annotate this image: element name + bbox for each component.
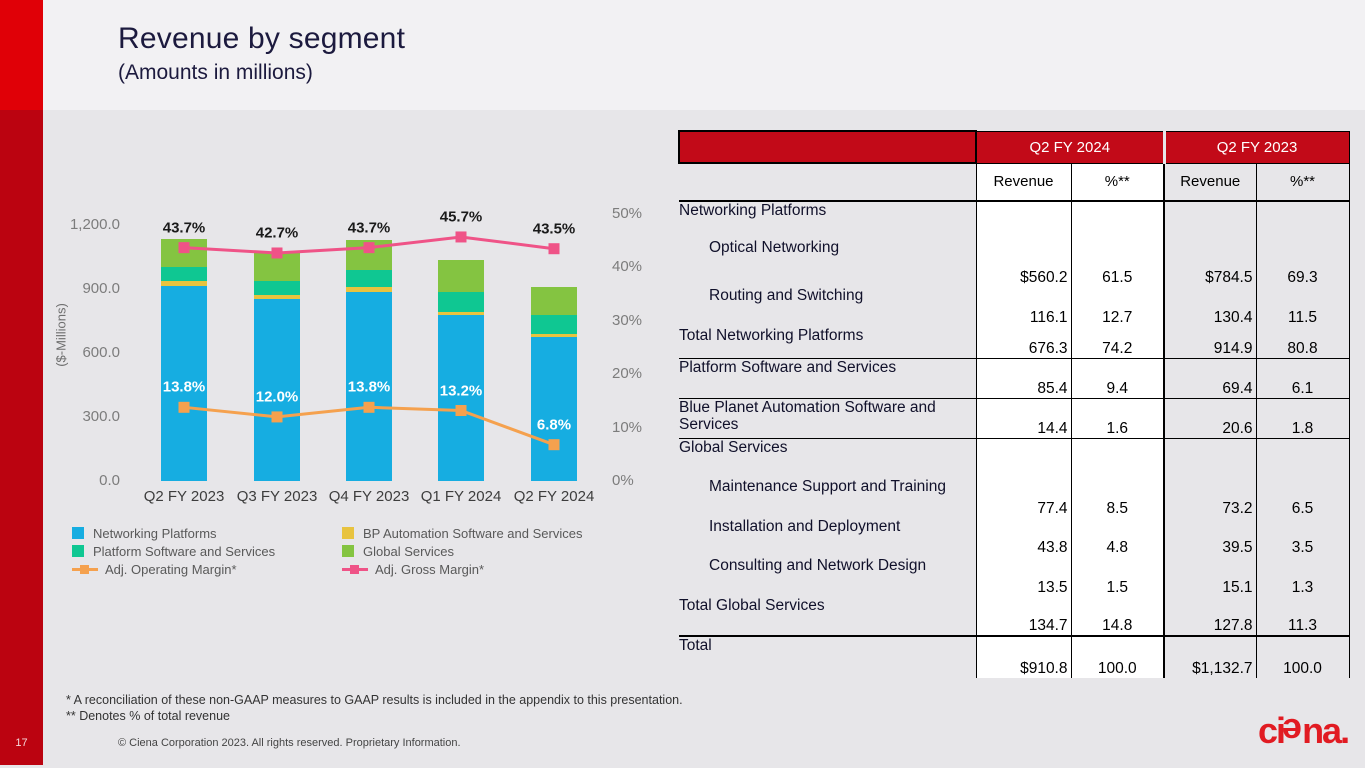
y-axis-tick: 0.0 [99, 472, 120, 489]
legend-square-swatch [72, 545, 84, 557]
table-row [679, 327, 1349, 358]
margin-data-label: 43.5% [532, 220, 576, 238]
page-number: 17 [15, 737, 28, 749]
table-corner-cell [679, 131, 976, 163]
page-title: Revenue by segment [118, 22, 406, 55]
x-axis-label: Q2 FY 2023 [143, 488, 225, 505]
row-label: Routing and Switching [709, 287, 864, 304]
row-value: $1,132.7 [1164, 636, 1256, 678]
row-value: 100.0 [1256, 636, 1349, 678]
legend-column [72, 524, 275, 578]
row-value: 43.8 [976, 518, 1071, 557]
row-value [1164, 438, 1256, 478]
legend-square-swatch [342, 527, 354, 539]
row-value: 116.1 [976, 287, 1071, 327]
legend-column [342, 524, 582, 578]
row-value [1071, 201, 1164, 239]
row-value: 14.4 [976, 398, 1071, 438]
row-value: 1.6 [1071, 398, 1164, 438]
row-value: 4.8 [1071, 518, 1164, 557]
x-axis-label: Q3 FY 2023 [236, 488, 318, 505]
legend-line-swatch [342, 563, 368, 575]
row-value [976, 201, 1071, 239]
table-row [679, 557, 1349, 597]
row-value: 8.5 [1071, 478, 1164, 518]
row-label: Total [679, 637, 712, 654]
row-value: 77.4 [976, 478, 1071, 518]
legend-label: Networking Platforms [93, 525, 217, 541]
legend-item [72, 542, 275, 560]
table-row [679, 478, 1349, 518]
legend-label: BP Automation Software and Services [363, 525, 583, 541]
table-row [679, 636, 1349, 678]
margin-lines [0, 0, 680, 520]
row-label: Total Global Services [679, 597, 976, 636]
row-value: 12.7 [1071, 287, 1164, 327]
table-row [679, 239, 1349, 287]
row-label: Consulting and Network Design [709, 557, 927, 574]
y-axis-title: ($-Millions) [53, 303, 69, 367]
x-axis-label: Q1 FY 2024 [420, 488, 502, 505]
row-value: 85.4 [976, 358, 1071, 398]
row-label: Global Services [679, 438, 788, 456]
table-subheader: %** [1256, 163, 1349, 201]
row-label: Blue Planet Automation Software and Services [679, 398, 976, 438]
row-value: 15.1 [1164, 557, 1256, 597]
legend-label: Adj. Gross Margin* [375, 561, 485, 577]
legend-item [72, 560, 275, 578]
y-axis-tick: 1,200.0 [69, 216, 120, 233]
row-value: 61.5 [1071, 239, 1164, 287]
table-group-header: Q2 FY 2024 [976, 131, 1164, 163]
legend-label: Adj. Operating Margin* [105, 561, 237, 577]
legend-label: Global Services [363, 543, 455, 559]
margin-data-label: 43.7% [347, 219, 391, 237]
row-value [1256, 438, 1349, 478]
page-subtitle: (Amounts in millions) [118, 61, 313, 84]
row-value: $560.2 [976, 239, 1071, 287]
row-label: Networking Platforms [679, 202, 827, 219]
margin-data-label: 13.8% [347, 378, 391, 396]
row-value: 676.3 [976, 327, 1071, 358]
secondary-axis-tick: 20% [612, 365, 643, 383]
secondary-axis-tick: 0% [612, 472, 634, 489]
row-label: Installation and Deployment [709, 518, 901, 535]
row-value: 100.0 [1071, 636, 1164, 678]
table-subheader: %** [1071, 163, 1164, 201]
margin-data-label: 12.0% [255, 388, 299, 406]
row-label: Optical Networking [709, 239, 840, 256]
row-label: Maintenance Support and Training [709, 478, 946, 495]
row-value: 69.4 [1164, 358, 1256, 398]
row-value: 20.6 [1164, 398, 1256, 438]
row-value [1071, 438, 1164, 478]
table-group-header: Q2 FY 2023 [1164, 131, 1349, 163]
table-row [679, 597, 1349, 636]
legend-square-swatch [72, 527, 84, 539]
legend-line-swatch [72, 563, 98, 575]
row-value: 130.4 [1164, 287, 1256, 327]
row-value: 80.8 [1256, 327, 1349, 358]
row-value: 69.3 [1256, 239, 1349, 287]
row-value: $784.5 [1164, 239, 1256, 287]
revenue-table [678, 130, 1350, 678]
row-value: 1.5 [1071, 557, 1164, 597]
x-axis-label: Q2 FY 2024 [513, 488, 595, 505]
row-value: 13.5 [976, 557, 1071, 597]
table-row [679, 287, 1349, 327]
row-value: $910.8 [976, 636, 1071, 678]
legend-square-swatch [342, 545, 354, 557]
row-value: 3.5 [1256, 518, 1349, 557]
legend-item [72, 524, 275, 542]
row-value: 6.1 [1256, 358, 1349, 398]
row-value: 127.8 [1164, 597, 1256, 636]
row-value: 73.2 [1164, 478, 1256, 518]
margin-data-label: 45.7% [439, 208, 483, 226]
row-label: Total Networking Platforms [679, 327, 976, 358]
copyright-text: © Ciena Corporation 2023. All rights reserved. Proprietary Information. [118, 737, 461, 749]
footnote-gaap: * A reconciliation of these non-GAAP measures to GAAP results is included in the appendix to this presentation. [66, 693, 683, 707]
row-value: 6.5 [1256, 478, 1349, 518]
table-row [679, 358, 1349, 398]
revenue-table-wrap [678, 130, 1348, 678]
margin-data-label: 42.7% [255, 224, 299, 242]
ciena-logo: ciena. [1258, 710, 1349, 752]
table-subheader: Revenue [976, 163, 1071, 201]
secondary-axis-tick: 40% [612, 258, 643, 276]
row-value: 11.5 [1256, 287, 1349, 327]
table-row [679, 201, 1349, 239]
legend-label: Platform Software and Services [93, 543, 276, 559]
secondary-axis-tick: 10% [612, 418, 643, 436]
row-value: 74.2 [1071, 327, 1164, 358]
legend-item [342, 560, 582, 578]
table-subheader: Revenue [1164, 163, 1256, 201]
table-subheader-spacer [679, 163, 976, 201]
legend-item [342, 542, 582, 560]
footnote-denotes: ** Denotes % of total revenue [66, 709, 230, 723]
row-value [1256, 201, 1349, 239]
row-value: 11.3 [1256, 597, 1349, 636]
row-label: Platform Software and Services [679, 358, 976, 398]
x-axis-label: Q4 FY 2023 [328, 488, 410, 505]
table-row [679, 438, 1349, 478]
margin-data-label: 6.8% [536, 416, 572, 434]
row-value: 1.3 [1256, 557, 1349, 597]
row-value: 14.8 [1071, 597, 1164, 636]
table-row [679, 518, 1349, 557]
row-value: 914.9 [1164, 327, 1256, 358]
row-value: 9.4 [1071, 358, 1164, 398]
margin-data-label: 13.2% [439, 382, 483, 399]
secondary-axis-tick: 30% [612, 311, 643, 329]
legend-item [342, 524, 582, 542]
row-value: 1.8 [1256, 398, 1349, 438]
row-value: 39.5 [1164, 518, 1256, 557]
table-row [679, 398, 1349, 438]
y-axis-tick: 600.0 [82, 344, 120, 361]
row-value [1164, 201, 1256, 239]
margin-data-label: 13.8% [162, 378, 206, 396]
y-axis-tick: 900.0 [82, 280, 120, 297]
y-axis-tick: 300.0 [82, 408, 120, 425]
row-value [976, 438, 1071, 478]
secondary-axis-tick: 50% [612, 205, 643, 222]
row-value: 134.7 [976, 597, 1071, 636]
margin-data-label: 43.7% [162, 219, 206, 237]
